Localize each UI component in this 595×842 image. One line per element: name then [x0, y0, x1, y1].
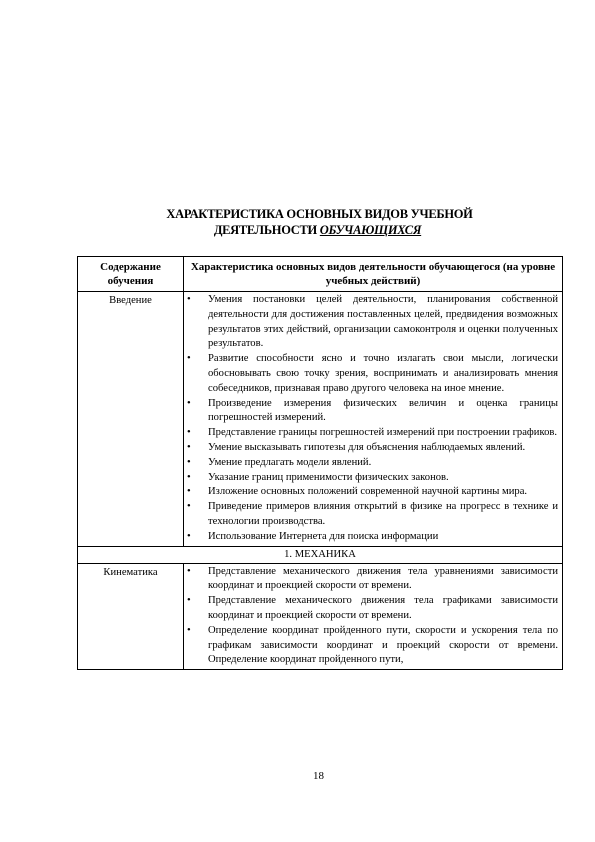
table-row: [78, 292, 563, 547]
list-item: • Развитие способности ясно и точно излагать свои мысли, логически обосновывать свою точку зрения, воспринимать и анализировать мнения собеседников, признавая право другого человека на иное мнение.: [184, 352, 558, 396]
activities-list: [184, 292, 562, 546]
topic-cell: Кинематика: [78, 563, 184, 670]
list-item: • Представление механического движения тела графиками зависимости координат и проекцией скорости от времени.: [184, 594, 558, 624]
activities-cell: [184, 563, 563, 670]
list-item: • Умение предлагать модели явлений.: [184, 456, 558, 471]
table-header-row: [78, 257, 563, 292]
table-body-intro: [78, 292, 563, 547]
activities-cell: [184, 292, 563, 547]
page-number: 18: [313, 770, 324, 782]
list-item: • Представление границы погрешностей измерений при построении графиков.: [184, 426, 558, 441]
activities-list: [184, 564, 562, 670]
list-item: • Приведение примеров влияния открытий в физике на прогресс в технике и технологии производства.: [184, 500, 558, 530]
activity-table: [77, 256, 563, 670]
list-item: • Умение высказывать гипотезы для объяснения наблюдаемых явлений.: [184, 441, 558, 456]
list-item: • Умения постановки целей деятельности, планирования собственной деятельности для достижения поставленных целей, предвидения возможных результатов этих действий, организации самоконтроля и оценки полученных результатов.: [184, 293, 558, 352]
list-item: • Определение координат пройденного пути, скорости и ускорения тела по графикам зависимости координат и проекций скорости от времени. Определение координат пройденного пути,: [184, 624, 558, 668]
column-header-content: Содержание обучения: [78, 257, 184, 292]
list-item: • Указание границ применимости физических законов.: [184, 471, 558, 486]
table-body-mechanics: [78, 563, 563, 670]
column-header-characteristics: Характеристика основных видов деятельности обучающегося (на уровне учебных действий): [184, 257, 563, 292]
list-item: • Произведение измерения физических величин и оценка границы погрешностей измерений.: [184, 397, 558, 427]
table-row: [78, 563, 563, 670]
heading-line-2: [0, 223, 595, 238]
heading-line-2-emphasis: ОБУЧАЮЩИХСЯ: [319, 223, 422, 237]
section-row: [78, 546, 563, 563]
section-title: 1. МЕХАНИКА: [78, 546, 563, 563]
list-item: • Представление механического движения тела уравнениями зависимости координат и проекцией скорости от времени.: [184, 565, 558, 595]
topic-cell: Введение: [78, 292, 184, 547]
heading-line-1: ХАРАКТЕРИСТИКА ОСНОВНЫХ ВИДОВ УЧЕБНОЙ: [166, 207, 473, 221]
list-item: • Изложение основных положений современной научной картины мира.: [184, 485, 558, 500]
list-item: • Использование Интернета для поиска информации: [184, 530, 558, 545]
heading-line-2-plain: ДЕЯТЕЛЬНОСТИ: [213, 223, 320, 237]
